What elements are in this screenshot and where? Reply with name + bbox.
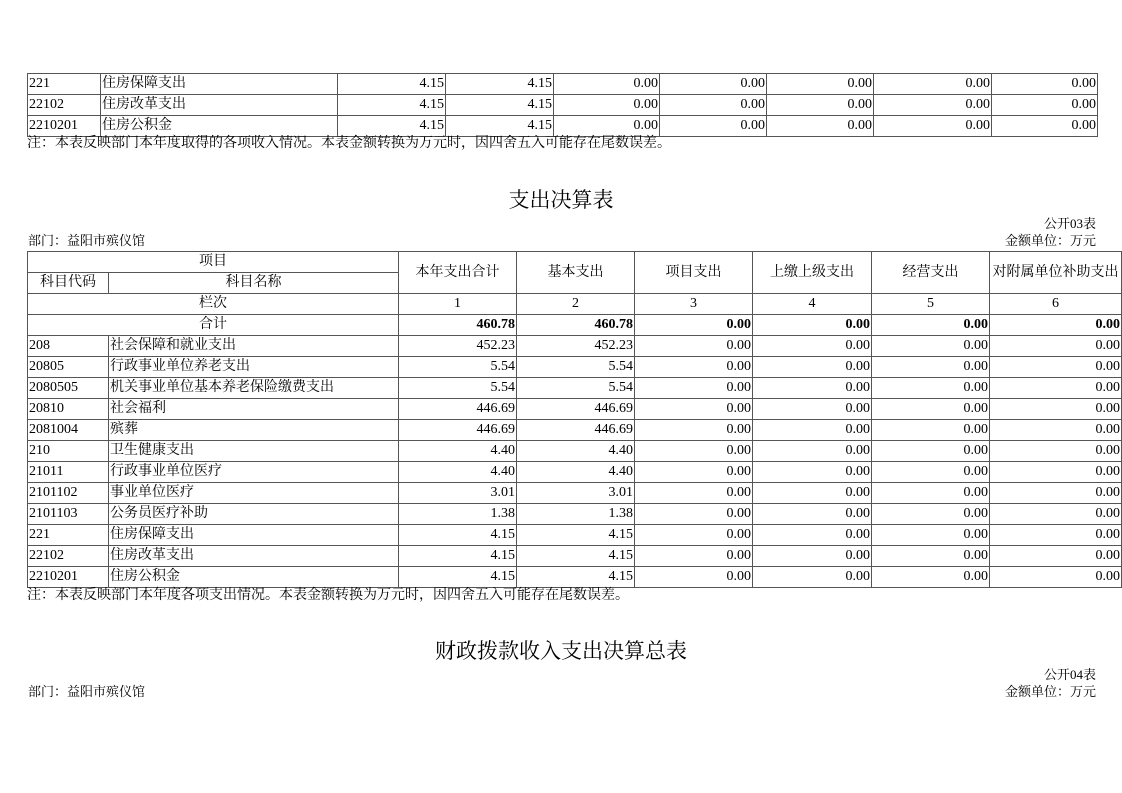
- amount-cell: 0.00: [635, 504, 753, 525]
- column-number: 6: [990, 294, 1122, 315]
- amount-cell: 0.00: [872, 483, 990, 504]
- amount-cell: 0.00: [753, 441, 872, 462]
- amount-cell: 5.54: [399, 357, 517, 378]
- amount-cell: 0.00: [753, 420, 872, 441]
- amount-cell: 3.01: [517, 483, 635, 504]
- subject-name: 住房改革支出: [109, 546, 399, 567]
- header-col-5: 经营支出: [872, 252, 990, 294]
- amount-cell: 0.00: [554, 74, 660, 95]
- amount-cell: 5.54: [517, 357, 635, 378]
- amount-cell: 4.40: [399, 441, 517, 462]
- amount-cell: 0.00: [753, 462, 872, 483]
- header-col-6: 对附属单位补助支出: [990, 252, 1122, 294]
- amount-cell: 0.00: [767, 95, 874, 116]
- amount-cell: 0.00: [992, 74, 1098, 95]
- amount-cell: 0.00: [990, 567, 1122, 588]
- amount-cell: 0.00: [554, 95, 660, 116]
- subject-code: 21011: [28, 462, 109, 483]
- total-amount: 0.00: [635, 315, 753, 336]
- amount-cell: 0.00: [990, 546, 1122, 567]
- amount-cell: 0.00: [660, 116, 767, 137]
- amount-cell: 0.00: [753, 483, 872, 504]
- subject-name: 殡葬: [109, 420, 399, 441]
- amount-cell: 4.15: [517, 525, 635, 546]
- table-row: [28, 378, 1122, 399]
- table-row: [28, 462, 1122, 483]
- header-col-2: 基本支出: [517, 252, 635, 294]
- amount-cell: 4.15: [446, 74, 554, 95]
- header-col-1: 本年支出合计: [399, 252, 517, 294]
- income-table-note: 注：本表反映部门本年度取得的各项收入情况。本表金额转换为万元时，因四舍五入可能存在尾数误差。: [27, 136, 671, 151]
- amount-cell: 4.15: [338, 95, 446, 116]
- subject-code: 2081004: [28, 420, 109, 441]
- amount-cell: 0.00: [635, 420, 753, 441]
- total-amount: 0.00: [990, 315, 1122, 336]
- amount-cell: 0.00: [660, 74, 767, 95]
- amount-cell: 0.00: [635, 462, 753, 483]
- fiscal-form-number: 公开04表: [1043, 667, 1096, 682]
- amount-cell: 0.00: [874, 95, 992, 116]
- amount-cell: 0.00: [990, 399, 1122, 420]
- amount-cell: 4.15: [517, 567, 635, 588]
- amount-cell: 0.00: [635, 546, 753, 567]
- amount-cell: 0.00: [872, 336, 990, 357]
- table-row: [28, 546, 1122, 567]
- fiscal-department: 部门：益阳市殡仪馆: [28, 684, 146, 699]
- subject-name: 住房公积金: [109, 567, 399, 588]
- amount-cell: 5.54: [517, 378, 635, 399]
- amount-cell: 0.00: [992, 116, 1098, 137]
- table-row: [28, 95, 1098, 116]
- amount-cell: 0.00: [872, 567, 990, 588]
- amount-cell: 446.69: [399, 399, 517, 420]
- amount-cell: 0.00: [872, 525, 990, 546]
- column-number: 1: [399, 294, 517, 315]
- subject-code: 22102: [28, 546, 109, 567]
- amount-cell: 0.00: [990, 336, 1122, 357]
- subject-name: 住房改革支出: [101, 95, 338, 116]
- subject-name: 社会保障和就业支出: [109, 336, 399, 357]
- total-row: [28, 315, 1122, 336]
- subject-code: 2101103: [28, 504, 109, 525]
- income-table-continuation: [27, 73, 1098, 137]
- subject-name: 住房保障支出: [109, 525, 399, 546]
- amount-cell: 0.00: [660, 95, 767, 116]
- amount-cell: 4.15: [399, 567, 517, 588]
- total-amount: 460.78: [399, 315, 517, 336]
- amount-cell: 452.23: [517, 336, 635, 357]
- amount-cell: 4.40: [399, 462, 517, 483]
- subject-code: 20805: [28, 357, 109, 378]
- expense-amount-unit: 金额单位：万元: [1004, 233, 1096, 248]
- expense-table: [27, 251, 1122, 588]
- amount-cell: 0.00: [872, 378, 990, 399]
- amount-cell: 0.00: [990, 504, 1122, 525]
- amount-cell: 0.00: [753, 525, 872, 546]
- expense-table-note: 注：本表反映部门本年度各项支出情况。本表金额转换为万元时，因四舍五入可能存在尾数误差。: [27, 588, 629, 603]
- table-row: [28, 567, 1122, 588]
- amount-cell: 0.00: [990, 378, 1122, 399]
- subject-name: 机关事业单位基本养老保险缴费支出: [109, 378, 399, 399]
- total-label: 合计: [28, 315, 399, 336]
- amount-cell: 4.40: [517, 462, 635, 483]
- subject-code: 2101102: [28, 483, 109, 504]
- amount-cell: 1.38: [399, 504, 517, 525]
- amount-cell: 5.54: [399, 378, 517, 399]
- amount-cell: 4.40: [517, 441, 635, 462]
- amount-cell: 0.00: [872, 504, 990, 525]
- amount-cell: 0.00: [767, 116, 874, 137]
- table-row: [28, 357, 1122, 378]
- table-row: [28, 336, 1122, 357]
- table-row: [28, 483, 1122, 504]
- amount-cell: 0.00: [635, 399, 753, 420]
- amount-cell: 0.00: [872, 546, 990, 567]
- subject-name: 住房公积金: [101, 116, 338, 137]
- amount-cell: 4.15: [399, 525, 517, 546]
- amount-cell: 0.00: [872, 357, 990, 378]
- amount-cell: 0.00: [990, 525, 1122, 546]
- header-row-index-label: 栏次: [28, 294, 399, 315]
- amount-cell: 0.00: [990, 483, 1122, 504]
- amount-cell: 0.00: [872, 399, 990, 420]
- amount-cell: 4.15: [517, 546, 635, 567]
- amount-cell: 0.00: [753, 546, 872, 567]
- amount-cell: 1.38: [517, 504, 635, 525]
- amount-cell: 0.00: [872, 441, 990, 462]
- subject-name: 行政事业单位医疗: [109, 462, 399, 483]
- header-code: 科目代码: [28, 273, 109, 294]
- subject-code: 2080505: [28, 378, 109, 399]
- header-item: 项目: [28, 252, 399, 273]
- fiscal-table-title: 财政拨款收入支出决算总表: [435, 639, 687, 663]
- table-row: [28, 525, 1122, 546]
- amount-cell: 0.00: [872, 420, 990, 441]
- table-row: [28, 504, 1122, 525]
- header-col-4: 上缴上级支出: [753, 252, 872, 294]
- amount-cell: 0.00: [990, 420, 1122, 441]
- amount-cell: 0.00: [635, 441, 753, 462]
- amount-cell: 4.15: [399, 546, 517, 567]
- expense-form-number: 公开03表: [1043, 216, 1096, 231]
- subject-code: 20810: [28, 399, 109, 420]
- column-number: 2: [517, 294, 635, 315]
- amount-cell: 446.69: [399, 420, 517, 441]
- column-number: 4: [753, 294, 872, 315]
- amount-cell: 0.00: [990, 357, 1122, 378]
- amount-cell: 0.00: [753, 504, 872, 525]
- amount-cell: 0.00: [753, 399, 872, 420]
- subject-code: 208: [28, 336, 109, 357]
- header-col-3: 项目支出: [635, 252, 753, 294]
- amount-cell: 4.15: [446, 95, 554, 116]
- amount-cell: 0.00: [635, 567, 753, 588]
- amount-cell: 4.15: [338, 116, 446, 137]
- amount-cell: 4.15: [338, 74, 446, 95]
- total-amount: 0.00: [872, 315, 990, 336]
- amount-cell: 0.00: [635, 336, 753, 357]
- amount-cell: 0.00: [753, 336, 872, 357]
- amount-cell: 0.00: [753, 357, 872, 378]
- amount-cell: 0.00: [874, 74, 992, 95]
- subject-code: 2210201: [28, 567, 109, 588]
- subject-name: 公务员医疗补助: [109, 504, 399, 525]
- amount-cell: 0.00: [872, 462, 990, 483]
- subject-code: 221: [28, 74, 101, 95]
- amount-cell: 0.00: [990, 441, 1122, 462]
- amount-cell: 0.00: [554, 116, 660, 137]
- amount-cell: 0.00: [753, 567, 872, 588]
- amount-cell: 0.00: [635, 483, 753, 504]
- amount-cell: 446.69: [517, 399, 635, 420]
- amount-cell: 0.00: [753, 378, 872, 399]
- expense-department: 部门：益阳市殡仪馆: [28, 233, 146, 248]
- table-row: [28, 399, 1122, 420]
- total-amount: 0.00: [753, 315, 872, 336]
- subject-code: 210: [28, 441, 109, 462]
- amount-cell: 0.00: [635, 378, 753, 399]
- fiscal-amount-unit: 金额单位：万元: [1004, 684, 1096, 699]
- amount-cell: 446.69: [517, 420, 635, 441]
- expense-table-title: 支出决算表: [508, 188, 614, 212]
- subject-name: 事业单位医疗: [109, 483, 399, 504]
- header-name: 科目名称: [109, 273, 399, 294]
- amount-cell: 0.00: [990, 462, 1122, 483]
- table-row: [28, 441, 1122, 462]
- column-number: 3: [635, 294, 753, 315]
- amount-cell: 0.00: [635, 357, 753, 378]
- amount-cell: 0.00: [767, 74, 874, 95]
- subject-name: 社会福利: [109, 399, 399, 420]
- subject-name: 行政事业单位养老支出: [109, 357, 399, 378]
- table-row: [28, 420, 1122, 441]
- amount-cell: 3.01: [399, 483, 517, 504]
- subject-name: 住房保障支出: [101, 74, 338, 95]
- amount-cell: 0.00: [635, 525, 753, 546]
- subject-code: 22102: [28, 95, 101, 116]
- amount-cell: 0.00: [874, 116, 992, 137]
- amount-cell: 452.23: [399, 336, 517, 357]
- total-amount: 460.78: [517, 315, 635, 336]
- table-row: [28, 74, 1098, 95]
- subject-name: 卫生健康支出: [109, 441, 399, 462]
- column-number: 5: [872, 294, 990, 315]
- subject-code: 2210201: [28, 116, 101, 137]
- table-row: [28, 116, 1098, 137]
- amount-cell: 0.00: [992, 95, 1098, 116]
- subject-code: 221: [28, 525, 109, 546]
- amount-cell: 4.15: [446, 116, 554, 137]
